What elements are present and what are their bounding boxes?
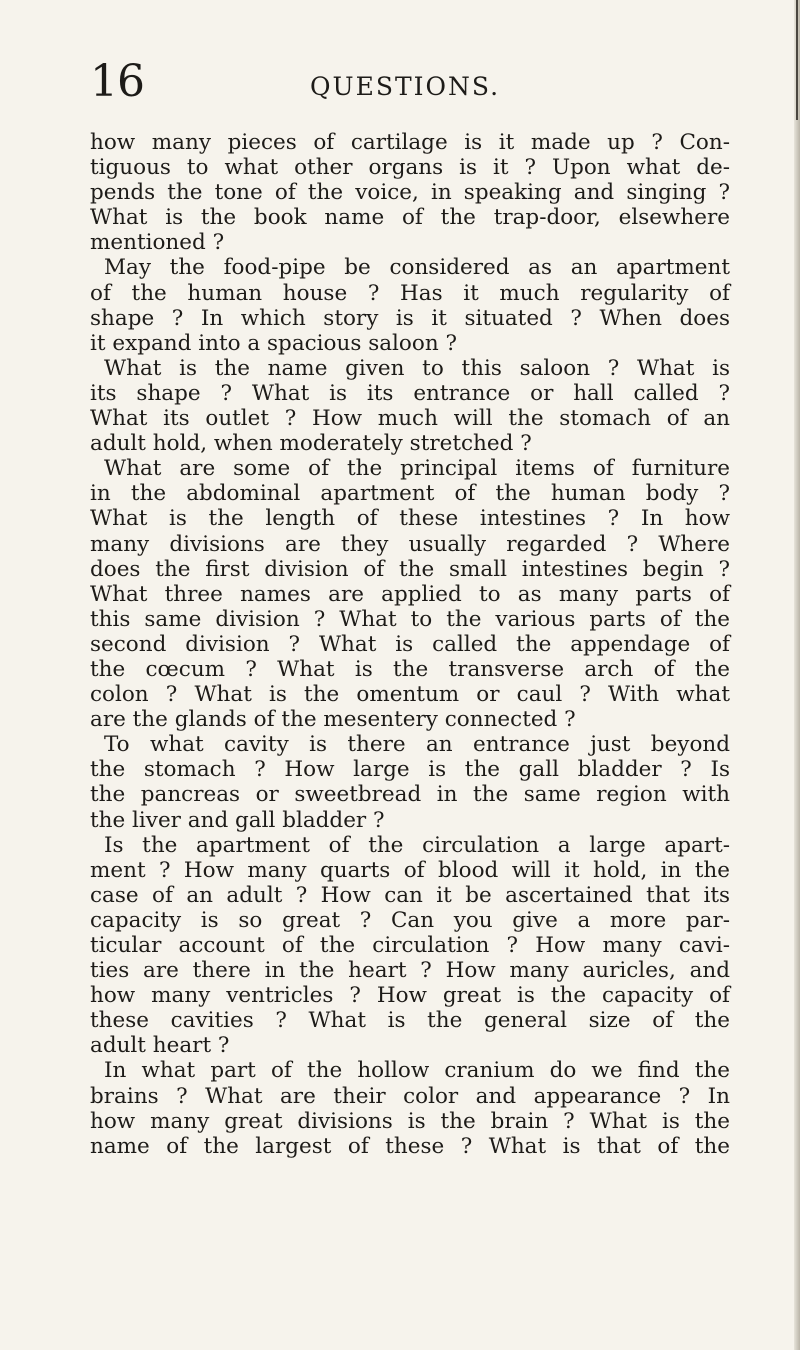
- text-line: how many pieces of cartilage is it made up ? Con-: [90, 130, 730, 155]
- text-line: brains ? What are their color and appearance ? In: [90, 1083, 730, 1109]
- page-number: 16: [90, 56, 144, 107]
- text-line: the cœcum ? What is the transverse arch of the: [90, 656, 730, 682]
- text-line: its shape ? What is its entrance or hall called ?: [90, 380, 730, 406]
- text-line: adult heart ?: [90, 1033, 230, 1059]
- text-line: the stomach ? How large is the gall bladder ? Is: [90, 757, 730, 783]
- text-line: does the first division of the small intestines begin ?: [90, 556, 730, 582]
- text-line: ties are there in the heart ? How many auricles, and: [90, 958, 730, 984]
- page-header: [90, 58, 730, 108]
- text-line: how many great divisions is the brain ? What is the: [90, 1108, 730, 1134]
- text-line: To what cavity is there an entrance just beyond: [104, 732, 730, 758]
- page-edge: [794, 0, 800, 1350]
- text-line: Is the apartment of the circulation a large apart-: [104, 832, 730, 858]
- text-line: colon ? What is the omentum or caul ? With what: [90, 682, 730, 708]
- text-line: the liver and gall bladder ?: [90, 807, 385, 833]
- text-line: name of the largest of these ? What is that of the: [90, 1133, 730, 1159]
- text-line: May the food-pipe be considered as an apartment: [104, 255, 730, 281]
- text-line: shape ? In which story is it situated ? When does: [90, 305, 730, 331]
- text-line: case of an adult ? How can it be ascertained that its: [90, 882, 730, 908]
- text-line: how many ventricles ? How great is the capacity of: [90, 983, 730, 1009]
- text-line: ment ? How many quarts of blood will it hold, in the: [90, 857, 730, 883]
- text-line: What is the book name of the trap-door, elsewhere: [90, 205, 730, 231]
- text-line: second division ? What is called the appendage of: [90, 631, 730, 657]
- text-line: it expand into a spacious saloon ?: [90, 330, 458, 356]
- text-line: tiguous to what other organs is it ? Upon what de-: [90, 155, 730, 181]
- running-head: QUESTIONS.: [310, 72, 501, 101]
- text-line: What is the name given to this saloon ? What is: [104, 355, 730, 381]
- text-line: What its outlet ? How much will the stomach of an: [90, 406, 730, 432]
- text-line: pends the tone of the voice, in speaking and singing ?: [90, 180, 730, 206]
- text-line: What are some of the principal items of furniture: [104, 456, 730, 482]
- text-line: ticular account of the circulation ? How many cavi-: [90, 933, 730, 958]
- text-line: many divisions are they usually regarded ? Where: [90, 531, 730, 557]
- text-line: What is the length of these intestines ? In how: [90, 506, 730, 532]
- text-line: in the abdominal apartment of the human body ?: [90, 481, 730, 507]
- text-line: What three names are applied to as many parts of: [90, 581, 730, 607]
- text-line: capacity is so great ? Can you give a more par-: [90, 907, 730, 933]
- text-line: this same division ? What to the various parts of the: [90, 606, 730, 632]
- text-line: are the glands of the mesentery connected ?: [90, 707, 576, 733]
- text-line: the pancreas or sweetbread in the same region with: [90, 782, 730, 808]
- text-line: adult hold, when moderately stretched ?: [90, 431, 532, 457]
- text-line: mentioned ?: [90, 230, 225, 256]
- body-text: [90, 130, 730, 1159]
- text-line: these cavities ? What is the general size of the: [90, 1008, 730, 1034]
- text-line: of the human house ? Has it much regularity of: [90, 280, 730, 306]
- text-line: In what part of the hollow cranium do we find the: [104, 1058, 730, 1084]
- page-edge-shadow: [796, 0, 798, 120]
